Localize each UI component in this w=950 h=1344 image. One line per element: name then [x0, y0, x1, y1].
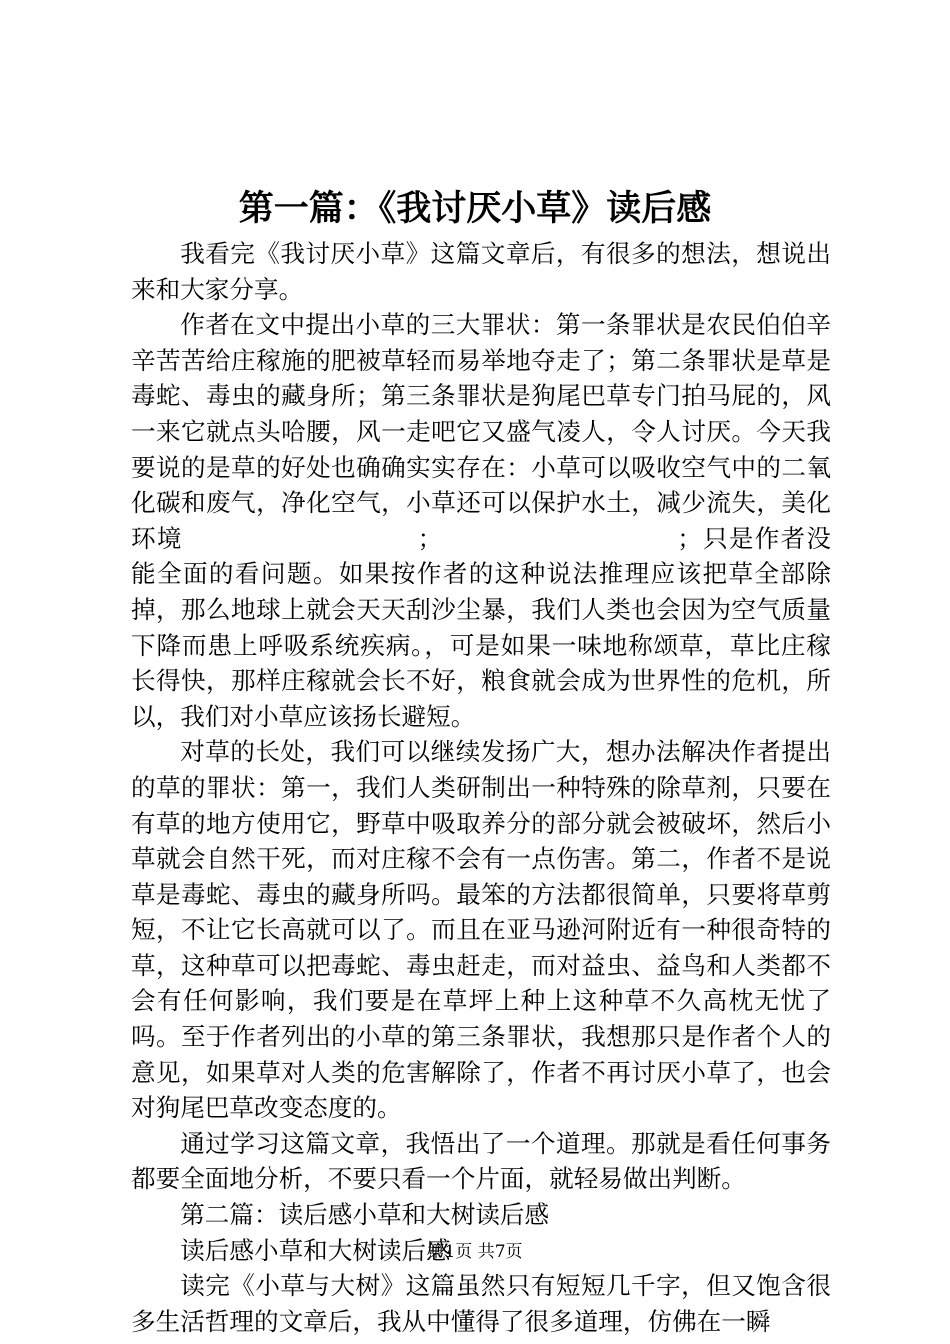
document-title: 第一篇：《我讨厌小草》读后感 — [238, 188, 712, 229]
second-article-heading: 第二篇：读后感小草和大树读后感 — [180, 1200, 550, 1230]
paragraph-author-claims — [131, 307, 831, 734]
semicolon-mark: ； — [417, 523, 443, 553]
page-number-footer: 第1页 共7页 — [427, 1242, 523, 1262]
second-article-paragraph: 读完《小草与大树》这篇虽然只有短短几千字，但又饱含很多生活哲理的文章后，我从中懂得了很多道理，仿佛在一瞬 — [131, 1271, 831, 1336]
second-article-subheading: 读后感小草和大树读后感 — [180, 1235, 451, 1265]
paragraph-solutions: 对草的长处，我们可以继续发扬广大，想办法解决作者提出的草的罪状：第一，我们人类研制出一种特殊的除草剂，只要在有草的地方使用它，野草中吸取养分的部分就会被破坏，然后小草就会自然干死，而对庄稼不会有一点伤害。第二，作者不是说草是毒蛇、毒虫的藏身所吗。最笨的方法都很简单，只要将草剪短，不让它长高就可以了。而且在亚马逊河附近有一种很奇特的草，这种草可以把毒蛇、毒虫赶走，而对益虫、益鸟和人类都不会有任何影响，我们要是在草坪上种上这种草不久高枕无忧了吗。至于作者列出的小草的第三条罪状，我想那只是作者个人的意见，如果草对人类的危害解除了，作者不再讨厌小草了，也会对狗尾巴草改变态度的。 — [131, 737, 831, 1123]
paragraph-conclusion: 通过学习这篇文章，我悟出了一个道理。那就是看任何事务都要全面地分析，不要只看一个片面，就轻易做出判断。 — [131, 1128, 831, 1194]
paragraph-author-claims-continued: ；只是作者没能全面的看问题。如果按作者的这种说法推理应该把草全部除掉，那么地球上就会天天刮沙尘暴，我们人类也会因为空气质量下降而患上呼吸系统疾病。，可是如果一味地称颂草，草比庄稼长得快，那样庄稼就会长不好，粮食就会成为世界性的危机，所以，我们对小草应该扬长避短。 — [131, 523, 831, 731]
document-body — [131, 236, 831, 1339]
paragraph-author-claims-text: 作者在文中提出小草的三大罪状：第一条罪状是农民伯伯辛辛苦苦给庄稼施的肥被草轻而易举地夺走了；第二条罪状是草是毒蛇、毒虫的藏身所；第三条罪状是狗尾巴草专门拍马屁的，风一来它就点头哈腰，风一走吧它又盛气凌人，令人讨厌。今天我要说的是草的好处也确确实实存在：小草可以吸收空气中的二氧化碳和废气，净化空气，小草还可以保护水土，减少流失，美化环境 — [131, 310, 831, 553]
paragraph-intro: 我看完《我讨厌小草》这篇文章后，有很多的想法，想说出来和大家分享。 — [131, 239, 831, 304]
